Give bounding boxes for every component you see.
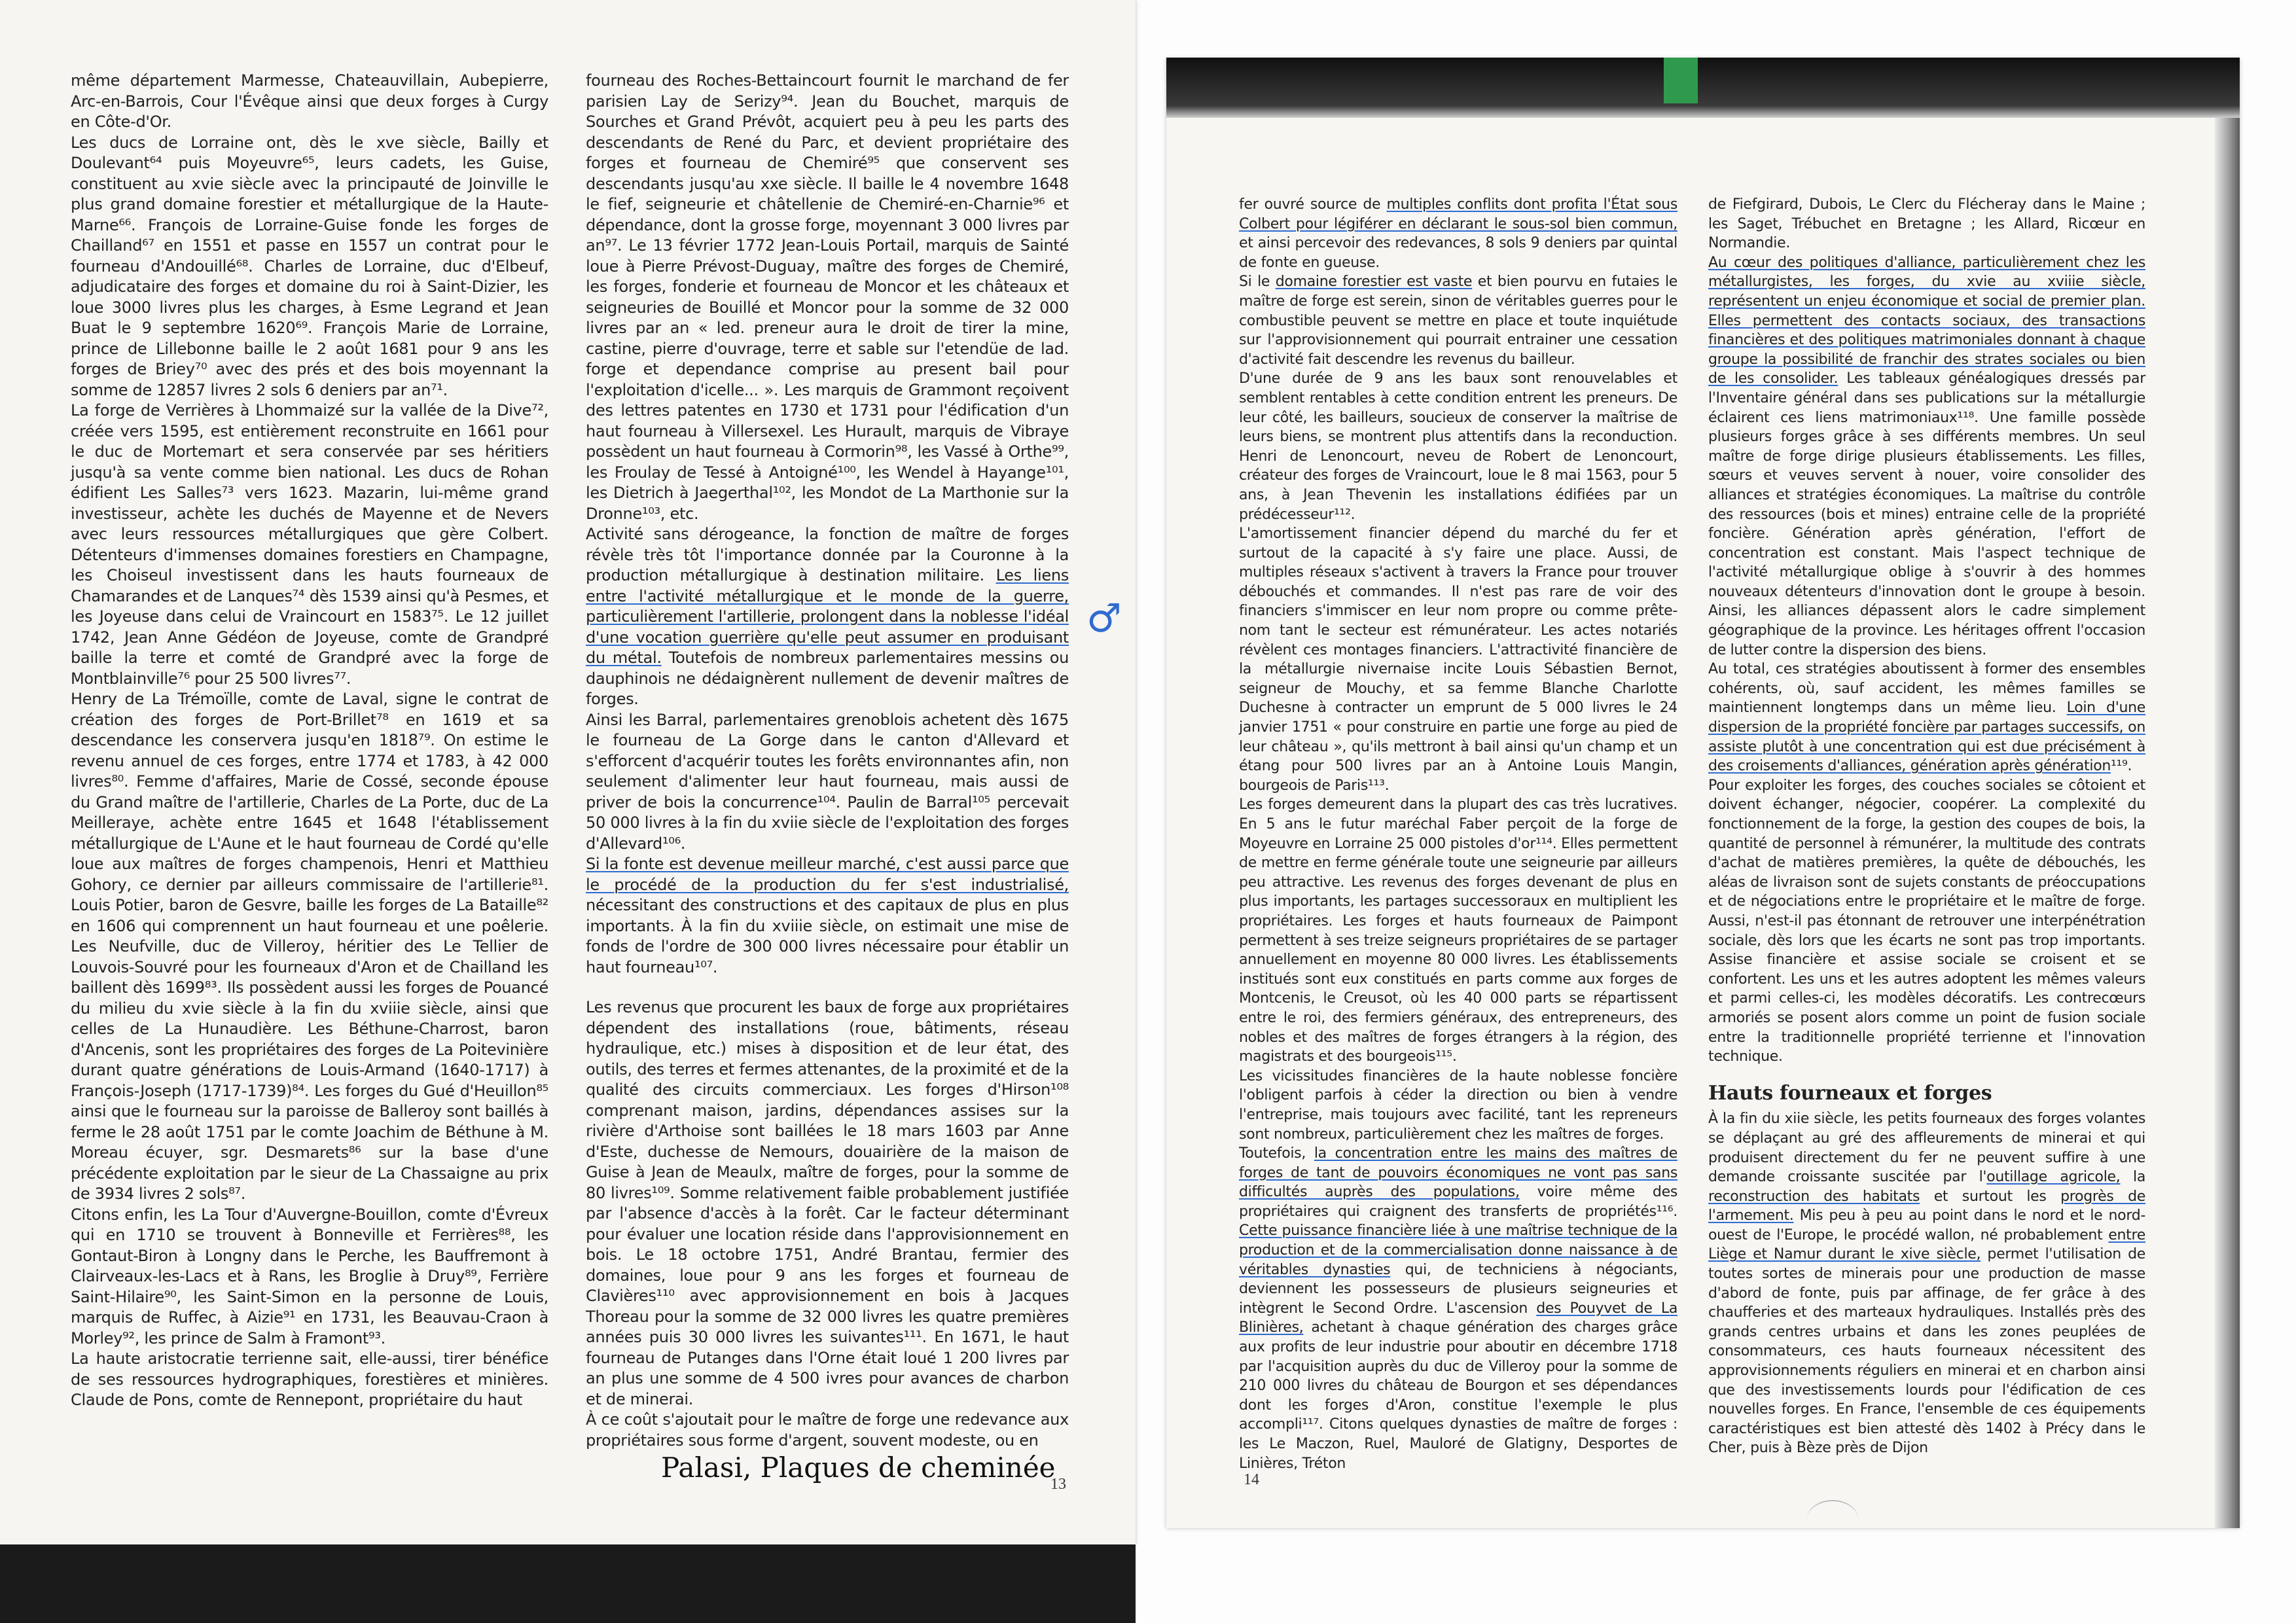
text-run: Mis peu à peu au point dans le nord et le nord-ouest de l'Europe, le procédé wallon, né probablement bbox=[1708, 1207, 2145, 1243]
highlighted-passage: domaine forestier est vaste bbox=[1275, 274, 1473, 291]
highlighted-passage: progrès de l'armement. bbox=[1708, 1188, 2145, 1224]
right-page-column-1 bbox=[1239, 195, 1677, 1473]
paragraph: de Fiefgirard, Dubois, Le Clerc du Flécheray dans le Maine ; les Saget, Trébuchet en Bretagne ; les Allard, Ricœur en Normandie. bbox=[1708, 196, 2145, 252]
highlighted-passage: Cette puissance financière liée à une maîtrise technique de la production et de la commercialisation donne naissance à de véritables dynasties bbox=[1239, 1222, 1677, 1278]
text-run: ¹¹⁹. bbox=[2111, 758, 2132, 775]
text-run: Les tableaux généalogiques dressés par l'Inventaire général dans ses publications sur la métallurgie éclairent ces liens matrimoniaux¹¹⁸. Une famille possède plusieurs forges grâce à ses différents membres. Un seul maître de forge dirige plusieurs établissements. Les filles, sœurs et veuves servent à nouer, voire consolider des alliances et stratégies économiques. La maîtrise du contrôle des ressources (bois et mines) entraine celle de la propriété foncière. Génération après génération, l'effort de concentration est constant. Mais l'aspect technique de l'activité métallurgique oblige à s'ouvrir à des hommes nouveaux détenteurs d'innovation dont le groupe à besoin. Ainsi, les alliances dépassent alors le cadre simplement géographique de la province. Les héritages offrent l'occasion de lutter contre la dispersion des biens. bbox=[1708, 370, 2145, 658]
paragraph bbox=[586, 854, 1069, 978]
text-run: Au total, ces stratégies aboutissent à former des ensembles cohérents, où, sauf accident, les mêmes familles se maintiennent longtemps dans un même lieu. bbox=[1708, 661, 2145, 717]
text-run: À la fin du xiie siècle, les petits fourneaux des forges volantes se déplaçant au gré des affleurements de minerai et qui produisent directement du fer ne peuvent suffire à une demande croissante suscitée par l' bbox=[1708, 1111, 2145, 1186]
highlighted-passage: Si la fonte est devenue meilleur marché, c'est aussi parce que le procédé de la production du fer s'est industrialisé, bbox=[586, 855, 1069, 894]
left-page-column-2 bbox=[586, 71, 1069, 1451]
highlighted-passage: entre Liège et Namur durant le xive siècle, bbox=[1708, 1226, 2145, 1263]
scan-shadow-edge bbox=[2215, 118, 2240, 1528]
section-heading: Hauts fourneaux et forges bbox=[1708, 1081, 1992, 1105]
highlighted-passage: outillage agricole, bbox=[1986, 1169, 2121, 1186]
page-number: 13 bbox=[1050, 1476, 1066, 1493]
highlighted-passage: multiples conflits dont profita l'État sous Colbert pour légiférer en déclarant le sous-sol bien commun, bbox=[1239, 196, 1677, 232]
highlighted-passage: reconstruction des habitats bbox=[1708, 1188, 1920, 1205]
paragraph: La forge de Verrières à Lhommaizé sur la vallée de la Dive⁷², créée vers 1595, est entièrement reconstruite en 1661 pour le duc de Mortemart et sera conservée par ses héritiers jusqu'à sa vente comme bien national. Les ducs de Rohan édifient Les Salles⁷³ vers 1623. Mazarin, lui-même grand investisseur, achète les duchés de Mayenne et de Nevers avec leurs ressources métallurgiques que gère Colbert. Détenteurs d'immenses domaines forestiers en Champagne, les Choiseul investissent dans les hauts fourneaux de Chamarandes et de Lanques⁷⁴ dès 1539 ainsi qu'à Pesmes, et les Joyeuse dans celui de Vraincourt en 1583⁷⁵. Le 12 juillet 1742, Jean Anne Gédéon de Joyeuse, comte de Grandpré baille la terre et comté de Grandpré avec la forge de Montblainville⁷⁶ pour 25 500 livres⁷⁷. bbox=[71, 401, 548, 688]
paragraph: D'une durée de 9 ans les baux sont renouvelables et semblent rentables à cette condition entrent les preneurs. De leur côté, les bailleurs, soucieux de conserver la maîtrise de leurs biens, se montrent plus attentifs dans la reconduction. Henri de Lenoncourt, neveu de Robert de Lenoncourt, créateur des forges de Vraincourt, loue le 8 mai 1563, pour 5 ans, à Jean Thevenin les installations édifiées par un prédécesseur¹¹². bbox=[1239, 370, 1677, 523]
paragraph: L'amortissement financier dépend du marché du fer et surtout de la capacité à s'y faire une place. Aussi, de multiples réseaux s'activent à travers la France pour trouver débouchés et commandes. Il n'est pas rare de voir des financiers s'immiscer en leur nom propre ou comme prête-nom tant le secteur est rémunérateur. Les actes notariés révèlent ces montages financiers. L'attractivité financière de la métallurgie nivernaise incite Louis Sébastien Bernot, seigneur de Mouchy, et sa femme Blanche Charlotte Duchesne à contracter un emprunt de 5 000 livres le 24 janvier 1751 « pour construire en partie une forge au pied de leur château », qu'ils mettront à bail ainsi qu'un champ et un étang pour 500 livres par an à Antoine Louis Mangin, bourgeois de Paris¹¹³. bbox=[1239, 526, 1677, 794]
text-run: achetant à chaque génération des charges grâce aux profits de leur industrie pour aboutir en décembre 1718 par l'acquisition auprès du duc de Villeroy pour la somme de 210 000 livres du château de Bourgon et ses dépendances dont les forges d'Aron, constitue l'exemple le plus accompli¹¹⁷. Citons quelques dynasties de maître de forges : les Le Maczon, Ruel, Mauloré de Glatigny, Desportes de Linières, Tréton bbox=[1239, 1319, 1677, 1472]
page-number: 14 bbox=[1244, 1471, 1259, 1488]
paragraph bbox=[1708, 660, 2145, 776]
highlighted-passage: Loin d'une dispersion de la propriété foncière par partages successifs, on assiste plutôt à une concentration qui est due précisément à des croisements d'alliances, génération après génération bbox=[1708, 700, 2145, 775]
text-run: permet l'utilisation de toutes sortes de minerais pour une production de masse d'abord de fonte, puis par affinage, de fer grâce à des chaufferies et des marteaux hydrauliques. Installés près des grands centres urbains et dans les zones peuplées de consommateurs, ces hauts fourneaux nécessitent des approvisionnements réguliers en minerai et en charbon ainsi que des investissements lourds pour l'édification de ces nouvelles forges. En France, l'ensemble de ces équipements caractéristiques est bien attesté dès 1402 à Précy dans le Cher, puis à Bèze près de Dijon bbox=[1708, 1246, 2145, 1457]
text-run: voire même des propriétaires qui craignent des transferts de propriétés¹¹⁶. bbox=[1239, 1184, 1677, 1220]
paragraph bbox=[1239, 272, 1677, 369]
left-page bbox=[0, 0, 1136, 1544]
text-run: et ainsi percevoir des redevances, 8 sols 9 deniers par quintal de fonte en gueuse. bbox=[1239, 235, 1677, 271]
text-run: qui, de techniciens à négociants, deviennent les possesseurs de plusieurs seigneuries et intègrent le Second Ordre. L'ascension bbox=[1239, 1261, 1677, 1317]
paragraph: Citons enfin, les La Tour d'Auvergne-Bouillon, comte d'Évreux qui en 1710 se trouvent à Bonneville et Ferrières⁸⁸, les Gontaut-Biron à Longny dans le Perche, les Bauffremont à Clairveaux-les-Lacs et à Rans, les Broglie à Druy⁸⁹, Ferrière Saint-Hilaire⁹⁰, les Saint-Simon en la personne de Louis, marquis de Ruffec, à Aizie⁹¹ en 1731, les Beauvau-Craon à Morley⁹², les prince de Salm à Framont⁹³. bbox=[71, 1205, 548, 1347]
highlighted-passage: des Pouyvet de La Blinières, bbox=[1239, 1300, 1677, 1336]
paragraph: Henry de La Trémoïlle, comte de Laval, signe le contrat de création des forges de Port-Brillet⁷⁸ en 1619 et sa descendance les conservera jusqu'en 1818⁷⁹. On estime le revenu annuel de ces forges, entre 1774 et 1783, à 42 000 livres⁸⁰. Femme d'affaires, Marie de Cossé, seconde épouse du Grand maître de l'artillerie, Charles de La Porte, duc de La Meilleraye, achète entre 1645 et 1648 l'établissement métallurgique de L'Aune et le haut fourneau de Cordé qu'elle loue aux maîtres de forges champenois, Henri et Matthieu Gohory, ce dernier par ailleurs commissaire de l'artillerie⁸¹. Louis Potier, baron de Gesvre, baille les forges de La Bataille⁸² en 1606 qui comprennent un haut fourneau et une poêlerie. Les Neufville, duc de Villeroy, héritier des Le Tellier de Louvois-Souvré pour les fourneaux d'Aron et de Chailland les baillent dès 1699⁸³. Ils possèdent aussi les forges de Pouancé du milieu du xvie siècle à la fin du xviiie siècle, ainsi que celles de La Hunaudière. Les Béthune-Charrost, baron d'Ancenis, sont les propriétaires des forges de La Poitevinière durant quatre générations de Louis-Armand (1640-1717) à François-Joseph (1717-1739)⁸⁴. Les forges du Gué d'Heuillon⁸⁵ ainsi que le fourneau sur la paroisse de Balleroy sont baillés à ferme le 28 août 1751 par le comte Joachim de Béthune à M. Moreau écuyer, sgr. Desmarets⁸⁶ sur la base d'une précédente exploitation par le sieur de La Chassaigne au prix de 3934 livres 2 sols⁸⁷. bbox=[71, 690, 548, 1203]
highlighted-passage: Les liens entre l'activité métallurgique et le monde de la guerre, particulièrement l'artillerie, prolongent dans la noblesse l'idéal d'une vocation guerrière qu'elle peut assumer en produisant du métal. bbox=[586, 566, 1069, 667]
paragraph: Les revenus que procurent les baux de forge aux propriétaires dépendent des installations (roue, bâtiments, réseau hydraulique, etc.) mises à disposition et de leur état, des outils, des terres et fermes attenantes, de la proximité et de la qualité des circuits commerciaux. Les forges d'Hirson¹⁰⁸ comprenant maison, jardins, dépendances assises sur la rivière d'Arthoise sont baillées le 18 mars 1603 par Anne d'Este, duchesse de Nemours, douairière de la maison de Guise à Jean de Meaulx, maître de forges, pour la somme de 80 livres¹⁰⁹. Somme relativement faible probablement justifiée par l'absence d'accès à la forêt. Car le facteur déterminant pour évaluer une location réside dans l'approvisionnement en bois. Le 18 octobre 1751, André Brantau, fermier des domaines, loue pour 9 ans les forges et fourneau de Clavières¹¹⁰ avec approvisionnement en bois à Jacques Thoreau pour la somme de 32 000 livres les quatre premières années puis 30 000 livres les suivantes¹¹¹. En 1671, le haut fourneau de Putanges dans l'Orne était loué 1 200 livres par an plus une somme de 4 500 ivres pour avances de charbon et de minerai. bbox=[586, 998, 1069, 1408]
left-page-column-1 bbox=[71, 71, 548, 1411]
text-run: Toutefois de nombreux parlementaires messins ou dauphinois ne dédaignèrent nullement de devenir maîtres de forges. bbox=[586, 649, 1069, 708]
paragraph: Pour exploiter les forges, des couches sociales se côtoient et doivent échanger, négocier, coopérer. La complexité du fonctionnement de la forge, la gestion des coupes de bois, la quantité de personnel à rémunérer, la multitude des contrats d'achat de matières premières, la quête de débouchés, les aléas de livraison sont de sujets constants de préoccupations et de négociations entre le propriétaire et le maître de forge. Aussi, n'est-il pas étonnant de retrouver une interpénétration sociale, dès lors que les écarts ne sont pas trop importants. Assise financière et assise sociale se croisent et se confortent. Les uns et les autres adoptent les mêmes valeurs et parmi celles-ci, les modèles décoratifs. Les contrecœurs armoriés se posent alors comme un point de fusion sociale entre la traditionnelle propriété terrienne et l'innovation technique. bbox=[1708, 777, 2145, 1065]
paragraph: Les vicissitudes financières de la haute noblesse foncière l'obligent parfois à céder la direction ou bien à vendre l'entreprise, mais toujours avec facilité, tant les repreneurs sont nombreux, particulièrement chez les maîtres de forges. bbox=[1239, 1067, 1677, 1143]
text-run: fer ouvré source de bbox=[1239, 196, 1387, 213]
paragraph: À ce coût s'ajoutait pour le maître de forge une redevance aux propriétaires sous forme d'argent, souvent modeste, ou en bbox=[586, 1410, 1069, 1450]
paragraph bbox=[1708, 253, 2145, 660]
scan-shadow-top bbox=[1166, 58, 2240, 118]
text-run: Toutefois, bbox=[1239, 1145, 1314, 1162]
paragraph: même département Marmesse, Chateauvillain, Aubepierre, Arc-en-Barrois, Cour l'Évêque ainsi que deux forges à Curgy en Côte-d'Or. bbox=[71, 71, 548, 131]
paragraph-gap bbox=[586, 978, 1069, 997]
text-run: et surtout les bbox=[1920, 1188, 2061, 1205]
paragraph bbox=[1708, 1109, 2145, 1458]
paragraph: fourneau des Roches-Bettaincourt fournit le marchand de fer parisien Lay de Serizy⁹⁴. Jean du Bouchet, marquis de Sourches et Grand Prévôt, acquiert peu à peu les parts des descendants de René du Parc, et devient propriétaire des forges et fourneau de Chemiré⁹⁵ que conservent ses descendants jusqu'au xxe siècle. Il baille le 4 novembre 1648 le fief, seigneurie et châtellenie de Chemiré-en-Charnie⁹⁶ et dépendance, dont la grosse forge, moyennant 3 000 livres par an⁹⁷. Le 13 février 1772 Jean-Louis Portail, marquis de Sainté loue à Pierre Prévost-Duguay, maître des forges de Chemiré, les forges, fonderie et fourneau de Moncor et les châteaux et seigneuries de Bouillé et Moncor pour la somme de 32 000 livres par an « led. preneur aura le droit de tirer la mine, castine, pierre d'ouvrage, terre et sable sur l'etendüe de lad. forge et dependance comprise au present bail pour l'exploitation d'icelle... ». Les marquis de Grammont reçoivent des lettres patentes en 1730 et 1731 pour l'édification d'un haut fourneau à Villersexel. Les Hurault, marquis de Vibraye possèdent un haut fourneau à Cormorin⁹⁸, les Vassé à Orthe⁹⁹, les Froulay de Tessé à Antoigné¹⁰⁰, les Wendel à Hayange¹⁰¹, les Dietrich à Jaegerthal¹⁰², les Mondot de La Marthonie sur la Dronne¹⁰³, etc. bbox=[586, 71, 1069, 523]
handwritten-mark: ♂ bbox=[1086, 596, 1122, 641]
text-run: nécessitant des constructions et des capitaux de plus en plus importants. À la fin du xviiie siècle, on estimait une mise de fonds de l'ordre de 300 000 livres nécessaire pour établir un haut fourneau¹⁰⁷. bbox=[586, 896, 1069, 976]
footer-title: Palasi, Plaques de cheminée bbox=[661, 1452, 1056, 1484]
paragraph: Les ducs de Lorraine ont, dès le xve siècle, Bailly et Doulevant⁶⁴ puis Moyeuvre⁶⁵, leurs cadets, les Guise, constituent au xvie siècle avec la principauté de Joinville le plus grand domaine forestier et métallurgique de la Haute-Marne⁶⁶. François de Lorraine-Guise fonde les forges de Chailland⁶⁷ en 1551 et passe en 1557 un contrat pour le fourneau d'Andouillé⁶⁸. Charles de Lorraine, duc d'Elbeuf, adjudicataire des forges et domaine du roi à Saint-Dizier, les loue 3000 livres plus les charges, à Esme Legrand et Jean Buat le 9 septembre 1620⁶⁹. François Marie de Lorraine, prince de Lillebonne baille le 2 août 1681 pour 9 ans les forges de Briey⁷⁰ avec des prés et des bois moyennant la somme de 12857 livres 2 sols 6 deniers par an⁷¹. bbox=[71, 133, 548, 399]
paragraph: Ainsi les Barral, parlementaires grenoblois achetent dès 1675 le fourneau de La Gorge dans le canton d'Allevard et s'efforcent d'acquérir toutes les forêts environnantes afin, non seulement d'alimenter leur haut fourneau, mais aussi de priver de bois la concurrence¹⁰⁴. Paulin de Barral¹⁰⁵ percevait 50 000 livres à la fin du xviie siècle de l'exploitation des forges d'Allevard¹⁰⁶. bbox=[586, 710, 1069, 853]
highlighted-passage: la concentration entre les mains des maîtres de forges de tant de pouvoirs économiques ne vont pas sans difficultés auprès des populations, bbox=[1239, 1145, 1677, 1201]
highlighted-passage: Au cœur des politiques d'alliance, particulièrement chez les métallurgistes, les forges, du xvie au xviiie siècle, représentent un enjeu économique et social de premier plan. Elles permettent des contacts sociaux, des transactions financières et des politiques matrimoniales donnant à chaque groupe la possibilité de franchir des strates sociales ou bien de les consolider. bbox=[1708, 254, 2145, 387]
paragraph: La haute aristocratie terrienne sait, elle-aussi, tirer bénéfice de ses ressources hydrographiques, forestières et minières. Claude de Pons, comte de Rennepont, propriétaire du haut bbox=[71, 1349, 548, 1409]
paragraph bbox=[586, 524, 1069, 710]
scan-shadow-bottom bbox=[0, 1544, 1136, 1623]
text-run: Activité sans dérogeance, la fonction de maître de forges révèle très tôt l'importance donnée par la Couronne à la production métallurgique à destination militaire. bbox=[586, 525, 1069, 584]
text-run: Si le bbox=[1239, 274, 1276, 291]
text-run: la bbox=[2120, 1169, 2145, 1186]
paragraph: Les forges demeurent dans la plupart des cas très lucratives. En 5 ans le futur maréchal Faber perçoit de la forge de Moyeuvre en Lorraine 25 000 pistoles d'or¹¹⁴. Elles permettent de mettre en ferme générale toute une seigneurie par ailleurs peu attractive. Les revenus des forges devenant de plus en plus importants, les partages successoraux en multiplient les propriétaires. Les forges et hauts fourneaux de Paimpont permettent à ses treize seigneurs propriétaires de se partager annuellement en moyenne 80 000 livres. Les établissements institués sont eux constitués en parts comme aux forges de Montcenis, le Creusot, où les 40 000 parts se répartissent entre le roi, des fermiers généraux, des entrepreneurs, des nobles et des maîtres de forges étrangers à la région, des magistrats et des bourgeois¹¹⁵. bbox=[1239, 796, 1677, 1065]
page-arc-mark bbox=[1806, 1500, 1859, 1541]
text-run: et bien pourvu en futaies le maître de forge est serein, sinon de véritables guerres pour le combustible peuvent se mettre en place et toute inquiétude sur l'approvisionnement qui pourrait entrainer une cessation d'activité fait descendre les revenus du bailleur. bbox=[1239, 274, 1678, 368]
right-page-column-2 bbox=[1708, 195, 2145, 1458]
paragraph bbox=[1239, 1144, 1677, 1473]
paragraph bbox=[1239, 195, 1677, 272]
bookmark-tab bbox=[1664, 58, 1698, 103]
